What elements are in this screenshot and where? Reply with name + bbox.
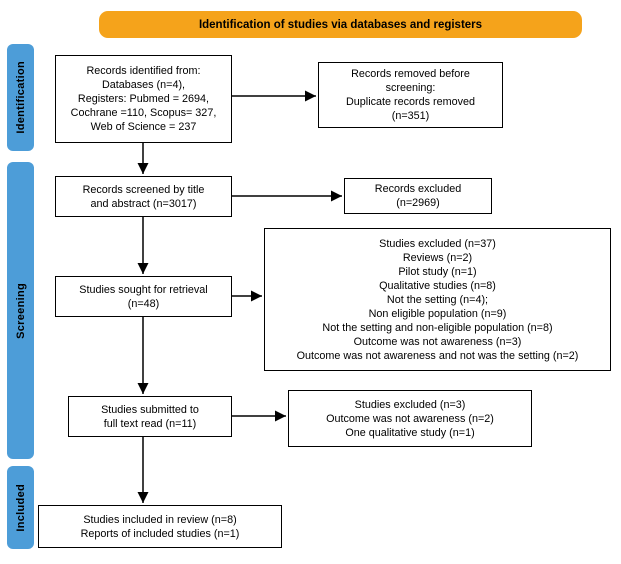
box-studies-excluded-3: Studies excluded (n=3) Outcome was not awareness (n=2) One qualitative study (n=1) <box>288 390 532 447</box>
box-studies-excluded-37: Studies excluded (n=37) Reviews (n=2) Pilot study (n=1) Qualitative studies (n=8) Not the setting (n=4); Non eligible population (n=9) Not the setting and non-eligible population (n=8) Outcome was not awareness (n=3) Outcome was not awareness and not was the setting (n=2) <box>264 228 611 371</box>
stage-label-included-text: Included <box>14 483 27 532</box>
stage-label-screening <box>7 162 34 459</box>
stage-label-included <box>7 466 34 549</box>
box-studies-submitted: Studies submitted to full text read (n=11) <box>68 396 232 437</box>
box-studies-included: Studies included in review (n=8) Reports of included studies (n=1) <box>38 505 282 548</box>
box-records-screened: Records screened by title and abstract (n=3017) <box>55 176 232 217</box>
box-studies-sought: Studies sought for retrieval (n=48) <box>55 276 232 317</box>
box-records-identified: Records identified from: Databases (n=4), Registers: Pubmed = 2694, Cochrane =110, Scopus= 327, Web of Science = 237 <box>55 55 232 143</box>
banner-title: Identification of studies via databases and registers <box>99 11 582 38</box>
box-records-excluded: Records excluded (n=2969) <box>344 178 492 214</box>
stage-label-identification-text: Identification <box>14 61 27 134</box>
stage-label-identification <box>7 44 34 151</box>
box-records-removed: Records removed before screening: Duplicate records removed (n=351) <box>318 62 503 128</box>
stage-label-screening-text: Screening <box>14 282 27 339</box>
